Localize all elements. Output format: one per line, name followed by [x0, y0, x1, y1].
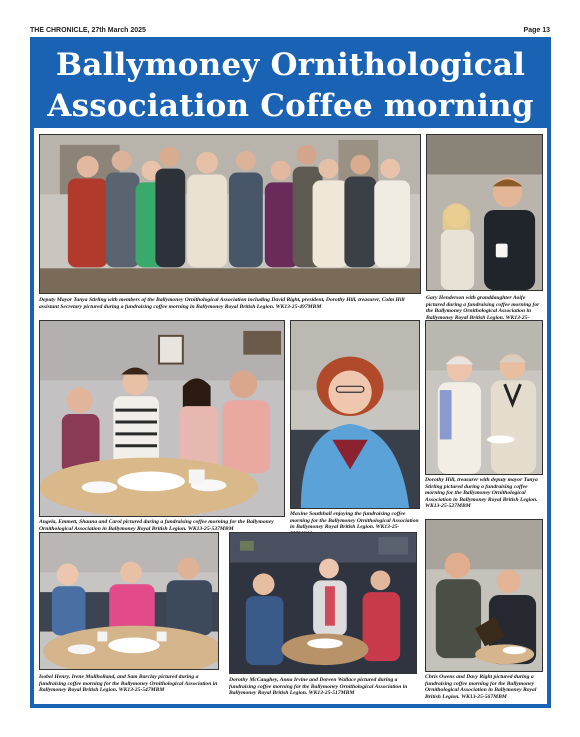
angela-photo-image: [40, 321, 284, 516]
photo-dorothy: [425, 320, 543, 475]
mccaughey-photo-image: [230, 533, 416, 673]
photo-mccaughey: [229, 532, 417, 674]
chris-photo-image: [426, 520, 542, 671]
caption-maxine: Maxine Southhall enjoying the fundraising coffee morning for the Ballymoney Ornithological Association in Ballymoney Royal British Legion. WK13-25-: [290, 511, 419, 531]
headline-line-1: Ballymoney Ornithological: [55, 47, 526, 83]
caption-angela: Angela, Emmett, Shauna and Carol pictured during a fundraising coffee morning for the Ballymoney Ornithological Association in Ballymoney Royal British Legion. WK13-25-537MBM: [39, 519, 274, 532]
article-frame: [30, 37, 551, 708]
photo-group: [39, 134, 421, 294]
headline-line-2: Association Coffee morning: [47, 88, 534, 124]
isobel-photo-image: [40, 533, 218, 669]
photo-chris: [425, 519, 543, 672]
photo-gary: [426, 134, 543, 291]
dorothy-photo-image: [426, 321, 542, 474]
caption-isobel: Isobel Henry, Irene Mullholland, and Sam Barclay pictured during a fundraising coffee morning for the Ballymoney Ornithological Association in Ballymoney Royal British Legion. WK13-25-547MBM: [39, 674, 218, 694]
caption-chris: Chris Owens and Davy Right pictured during a fundraising coffee morning for the Ballymoney Ornithological Association in Ballymoney Royal British Legion. WK13-25-567MBM: [425, 674, 537, 700]
headline-banner: [34, 41, 547, 128]
gary-photo-image: [427, 135, 542, 290]
maxine-photo-image: [291, 321, 419, 508]
caption-group: Deputy Mayor Tanya Stirling with members of the Ballymoney Ornithological Association including David Right, president, Dorothy Hill, treasurer, Colm Hill assistant Secretary pictured during a fundraising coffee morning in Ballymoney Royal British Legion. WK13-25-497MBM: [39, 297, 405, 310]
page-number: Page 13: [523, 27, 550, 34]
caption-dorothy: Dorothy Hill, treasurer with deputy mayor Tanya Stirling pictured during a fundraising coffee morning for the Ballymoney Ornithological Association in Ballymoney Royal British Legion. WK13-25-527MBM: [425, 477, 538, 510]
page-header: [30, 27, 550, 37]
photo-maxine: [290, 320, 420, 509]
photo-isobel: [39, 532, 219, 670]
caption-gary: Gary Henderson with granddaughter Aoife pictured during a fundraising coffee morning for the Ballymoney Ornithological Association in Ballymoney Royal British Legion. WK13-25-: [426, 295, 540, 321]
publication-date: THE CHRONICLE, 27th March 2025: [30, 27, 146, 34]
group-photo-image: [40, 135, 420, 293]
caption-mccaughey: Dorothy McCaughey, Anna Irvine and Doreen Wallace pictured during a fundraising coffee morning for the Ballymoney Ornithological Association in Ballymoney Royal British Legion. WK13-25-517MBM: [229, 677, 408, 697]
photo-angela: [39, 320, 285, 517]
